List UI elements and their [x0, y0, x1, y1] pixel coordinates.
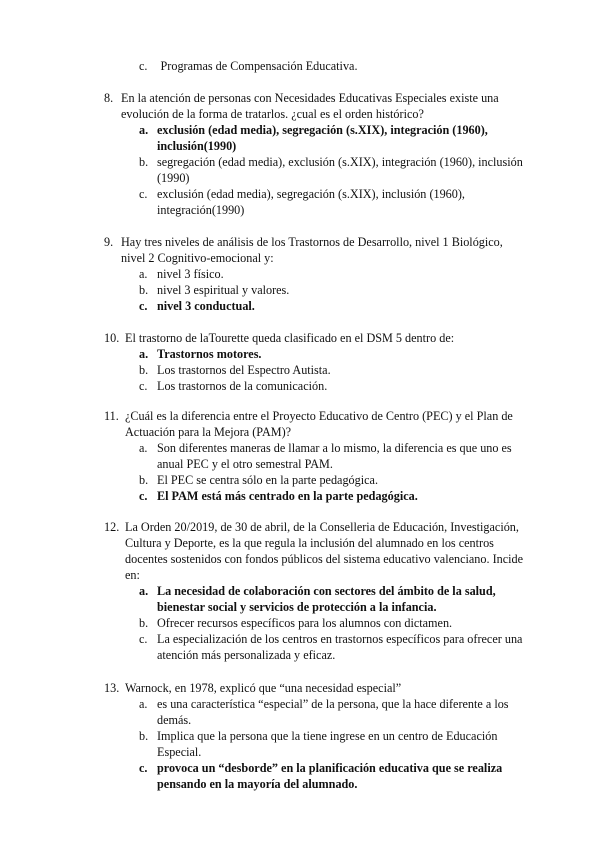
question-text: En la atención de personas con Necesidades Educativas Especiales existe una evolución de la forma de tratarlos. ¿cual es el orden histórico?: [121, 91, 499, 121]
option-c: c. nivel 3 conductual.: [139, 299, 255, 313]
option-a: a. es una característica “especial” de la persona, que la hace diferente a los demás.: [139, 697, 509, 727]
question-text: El trastorno de laTourette queda clasificado en el DSM 5 dentro de:: [125, 331, 455, 345]
question-13: [104, 680, 524, 792]
question-number: 10.: [104, 331, 120, 345]
option-b: b. El PEC se centra sólo en la parte pedagógica.: [139, 473, 378, 487]
question-8: [104, 90, 524, 218]
option-c: c. El PAM está más centrado en la parte pedagógica.: [139, 489, 418, 503]
question-text: La Orden 20/2019, de 30 de abril, de la Conselleria de Educación, Investigación, Cultura y Deporte, es la que regula la inclusión del alumnado en los centros docentes sostenidos con fondos públicos del sistema educativo valenciano. Incide en:: [125, 520, 524, 582]
option-a: a. Trastornos motores.: [139, 347, 262, 361]
option-b: b. Ofrecer recursos específicos para los alumnos con dictamen.: [139, 616, 453, 630]
question-11: [104, 408, 524, 504]
option-c: c. provoca un “desborde” en la planificación educativa que se realiza pensando en la mayoría del alumnado.: [139, 761, 503, 791]
option-a: a. nivel 3 físico.: [139, 267, 224, 281]
option-b: b. nivel 3 espiritual y valores.: [139, 283, 290, 297]
question-text: Warnock, en 1978, explicó que “una necesidad especial”: [125, 681, 402, 695]
question-12: [104, 519, 524, 663]
option-c: c. exclusión (edad media), segregación (s.XIX), inclusión (1960), integración(1990): [139, 187, 465, 217]
question-number: 12.: [104, 520, 120, 534]
question-text: Hay tres niveles de análisis de los Trastornos de Desarrollo, nivel 1 Biológico, nivel 2 Cognitivo-emocional y:: [121, 235, 503, 265]
option-a: a. La necesidad de colaboración con sectores del ámbito de la salud, bienestar social y servicios de protección a la infancia.: [139, 584, 496, 614]
option-b: b. Implica que la persona que la tiene ingrese en un centro de Educación Especial.: [139, 729, 498, 759]
option-b: b. Los trastornos del Espectro Autista.: [139, 363, 331, 377]
question-number: 11.: [104, 409, 119, 423]
option-c: c. La especialización de los centros en trastornos específicos para ofrecer una atención más personalizada y eficaz.: [139, 632, 523, 662]
option-a: a. Son diferentes maneras de llamar a lo mismo, la diferencia es que uno es anual PEC y el otro semestral PAM.: [139, 441, 512, 471]
option-a: a. exclusión (edad media), segregación (s.XIX), integración (1960), inclusión(1990): [139, 123, 488, 153]
carry-over-option: [139, 58, 358, 74]
option-text: Programas de Compensación Educativa.: [160, 59, 358, 73]
option-b: b. segregación (edad media), exclusión (s.XIX), integración (1960), inclusión (1990): [139, 155, 523, 185]
question-number: 8.: [104, 91, 114, 105]
question-9: [104, 234, 524, 314]
question-number: 9.: [104, 235, 114, 249]
question-text: ¿Cuál es la diferencia entre el Proyecto Educativo de Centro (PEC) y el Plan de Actuación para la Mejora (PAM)?: [125, 409, 513, 439]
question-10: [104, 330, 524, 394]
option-letter: c.: [139, 59, 148, 73]
question-number: 13.: [104, 681, 120, 695]
option-c: c. Los trastornos de la comunicación.: [139, 379, 328, 393]
